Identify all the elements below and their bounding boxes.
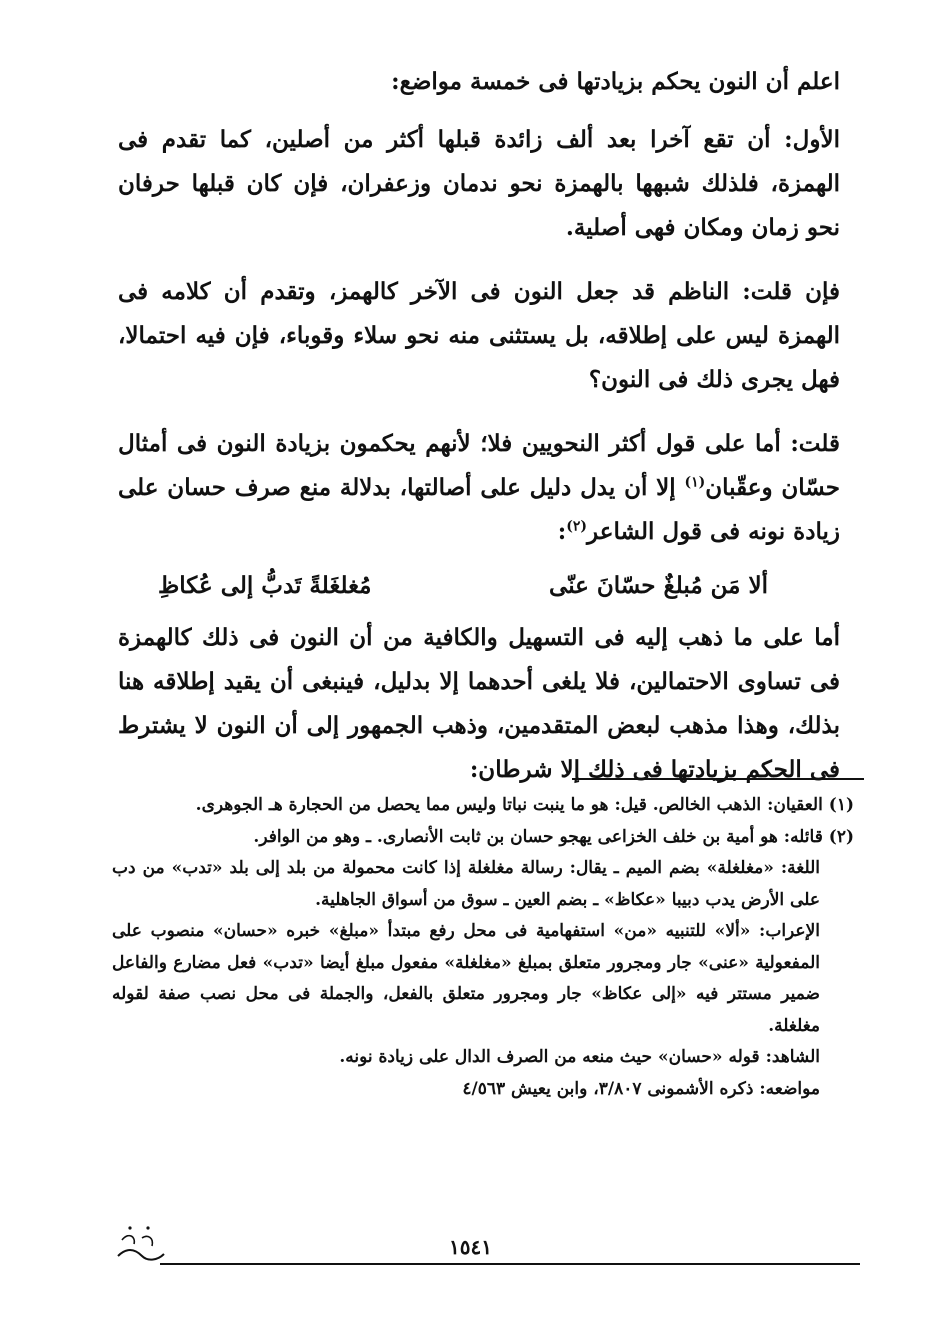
footnote-ref-2: (٢)	[566, 518, 588, 535]
footnote-mawadi: مواضعه: ذكره الأشمونى ٣/٨٠٧، وابن يعيش ٤/٥٦٣	[462, 1078, 820, 1099]
footnote-2: (٢) قائله: هو أمية بن خلف الخزاعى يهجو حسان بن ثابت الأنصارى. ـ وهو من الوافر.	[253, 826, 854, 847]
footnote-shahid: الشاهد: قوله «حسان» حيث منعه من الصرف الدال على زيادة نونه.	[339, 1047, 820, 1067]
answer-paragraph	[118, 422, 840, 554]
question-lead: فإن قلت:	[742, 278, 841, 305]
verse-second-hemistich: مُغلغَلةً تَدبُّ إلى عُكاظِ	[158, 572, 372, 599]
answer-text-3: :	[557, 518, 567, 545]
answer-text-1: أما على قول أكثر النحويين فلا؛ لأنهم يحكمون بزيادة النون فى أمثال حسّان وعقّبان	[118, 430, 840, 501]
answer-text-2: إلا أن يدل دليل على أصالتها، بدلالة منع صرف حسان على زيادة نونه فى قول الشاعر	[118, 474, 840, 545]
poetry-verse	[118, 564, 840, 608]
footnote-lugha: اللغة: «مغلغلة» بضم الميم ـ يقال: رسالة مغلغلة إذا كانت محمولة من بلد إلى بلد «تدب» من دب على الأرض يدب دبيبا «عكاظ» ـ بضم العين ـ سوق من أسواق الجاهلية.	[112, 858, 820, 910]
footnote-irab: الإعراب: «ألا» للتنبيه «من» استفهامية فى محل رفع مبتدأ «مبلغ» خبره «حسان» منصوب على المفعولية «عنى» جار ومجرور متعلق بمبلغ «مغلغلة» مفعول مبلغ أيضا «تدب» فعل مضارع والفاعل ضمير مستتر فيه «إلى عكاظ» جار ومجرور متعلق بالفعل، والجملة فى محل نصب صفة لقوله مغلغلة.	[112, 921, 820, 1036]
main-text	[118, 60, 840, 812]
page-number: ١٥٤١	[449, 1235, 492, 1259]
answer-lead: قلت:	[790, 430, 840, 457]
footnote-ref-1: (١)	[684, 474, 706, 491]
question-text: الناظم قد جعل النون فى الآخر كالهمز، وتقدم أن كلامه فى الهمزة ليس على إطلاقه، بل يستثنى منه نحو سلاء وقوباء، فإن فيه احتمالا، فهل يجرى ذلك فى النون؟	[118, 278, 840, 393]
first-position-text: أن تقع آخرا بعد ألف زائدة قبلها أكثر من أصلين، كما تقدم فى الهمزة، فلذلك شبهها بالهمزة نحو ندمان وزعفران، فإن كان قبلها حرفان نحو زمان ومكان فهى أصلية.	[118, 126, 840, 241]
verse-first-hemistich: ألا مَن مُبلغٌ حسّانَ عنّى	[549, 572, 768, 599]
footnote-1: (١) العقيان: الذهب الخالص. قيل: هو ما ينبت نباتا وليس مما يحصل من الحجارة هـ الجوهرى.	[195, 795, 854, 815]
intro-paragraph: اعلم أن النون يحكم بزيادتها فى خمسة مواضع:	[391, 68, 840, 95]
bottom-rule	[160, 1263, 860, 1265]
final-paragraph: أما على ما ذهب إليه فى التسهيل والكافية من أن النون فى ذلك كالهمزة فى تساوى الاحتمالين، فلا يلغى أحدهما إلا بدليل، فينبغى أن يقيد إطلاقه هنا بذلك، وهذا مذهب لبعض المتقدمين، وذهب الجمهور إلى أن النون لا يشترط فى الحكم بزيادتها فى ذلك إلا شرطان:	[118, 624, 841, 783]
first-position-lead: الأول:	[784, 126, 840, 153]
question-paragraph	[118, 270, 840, 402]
first-position-paragraph	[118, 118, 840, 250]
footnote-divider	[572, 778, 864, 780]
footnotes	[112, 790, 854, 1105]
